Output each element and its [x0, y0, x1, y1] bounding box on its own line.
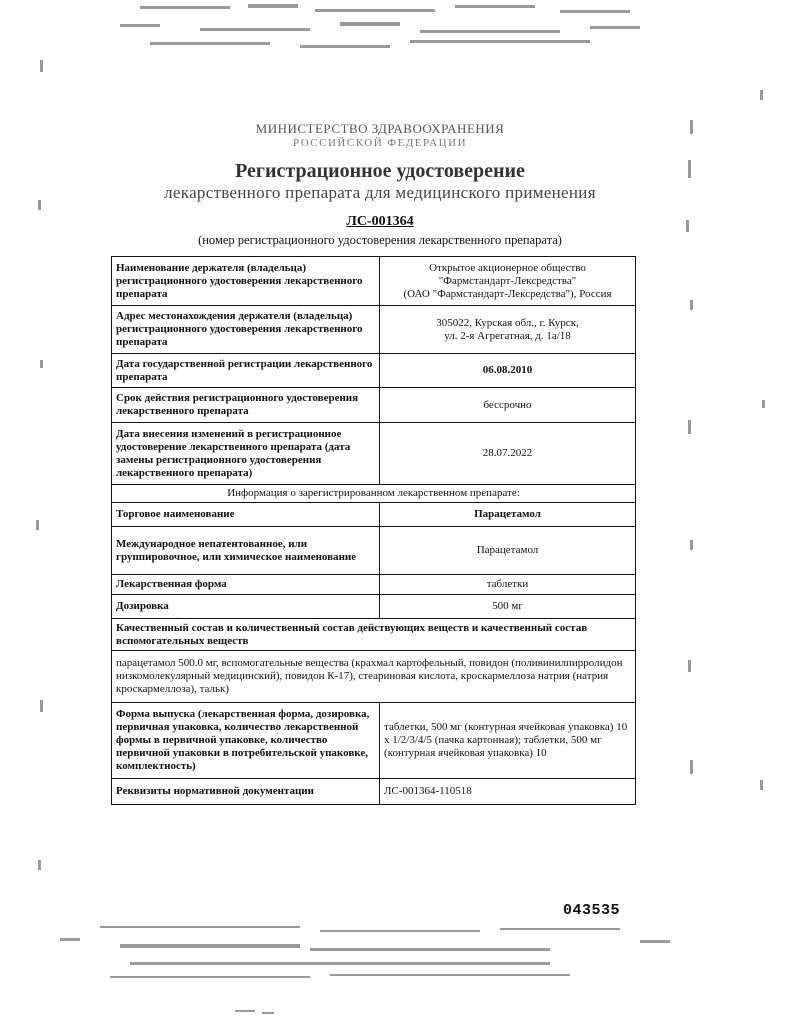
registration-number-note: (номер регистрационного удостоверения лекарственного препарата) — [198, 233, 562, 247]
holder-address-value — [380, 306, 636, 354]
registration-date-value: 06.08.2010 — [380, 354, 636, 388]
holder-address-line: 305022, Курская обл., г. Курск, — [436, 316, 579, 329]
inn-label: Международное непатентованное, или группировочное, или химическое наименование — [112, 527, 380, 575]
ministry-line-1: МИНИСТЕРСТВО ЗДРАВООХРАНЕНИЯ — [255, 121, 505, 136]
holder-name-line: Открытое акционерное общество — [429, 261, 586, 274]
normative-doc-label: Реквизиты нормативной документации — [112, 779, 380, 805]
validity-label: Срок действия регистрационного удостоверения лекарственного препарата — [112, 388, 380, 423]
table-row — [112, 619, 636, 651]
release-form-value: таблетки, 500 мг (контурная ячейковая упаковка) 10 x 1/2/3/4/5 (пачка картонная); таблетки, 500 мг (контурная ячейковая упаковка) 10 — [380, 703, 636, 779]
composition-value: парацетамол 500.0 мг, вспомогательные вещества (крахмал картофельный, повидон (поливинилпирролидон низкомолекулярный медицинский), повидон К-17), стеариновая кислота, кроскармеллоза натрия (натрия кроскармеллоза), тальк) — [112, 651, 636, 703]
trade-name-value: Парацетамол — [380, 503, 636, 527]
normative-doc-value: ЛС-001364-110518 — [380, 779, 636, 805]
registration-number: ЛС-001364 — [346, 214, 414, 229]
inn-value: Парацетамол — [380, 527, 636, 575]
validity-value: бессрочно — [380, 388, 636, 423]
table-row — [112, 423, 636, 485]
holder-name-label: Наименование держателя (владельца) регистрационного удостоверения лекарственного препарата — [112, 257, 380, 306]
holder-name-line: "Фармстандарт-Лексредства" — [438, 274, 577, 287]
composition-label: Качественный состав и количественный состав действующих веществ и качественный состав вспомогательных веществ — [112, 619, 636, 651]
dosage-label: Дозировка — [112, 595, 380, 619]
table-row — [112, 575, 636, 595]
changes-date-value: 28.07.2022 — [380, 423, 636, 485]
table-row — [112, 527, 636, 575]
certificate-subtitle: лекарственного препарата для медицинского применения — [164, 183, 596, 202]
table-row — [112, 306, 636, 354]
certificate-table — [111, 256, 636, 805]
holder-name-line: (ОАО "Фармстандарт-Лексредства"), Россия — [403, 287, 612, 300]
table-row — [112, 595, 636, 619]
certificate-title: Регистрационное удостоверение — [235, 160, 525, 182]
table-row — [112, 257, 636, 306]
table-row — [112, 651, 636, 703]
holder-address-label: Адрес местонахождения держателя (владельца) регистрационного удостоверения лекарственного препарата — [112, 306, 380, 354]
changes-date-label: Дата внесения изменений в регистрационное удостоверение лекарственного препарата (дата замены регистрационного удостоверения лекарственного препарата) — [112, 423, 380, 485]
table-row — [112, 703, 636, 779]
dosage-form-label: Лекарственная форма — [112, 575, 380, 595]
release-form-label: Форма выпуска (лекарственная форма, дозировка, первичная упаковка, количество лекарственной формы в первичной упаковке, количество первичной упаковки в потребительской упаковке, комплектность) — [112, 703, 380, 779]
trade-name-label: Торговое наименование — [112, 503, 380, 527]
drug-info-heading: Информация о зарегистрированном лекарственном препарате: — [112, 485, 636, 503]
table-row — [112, 503, 636, 527]
form-serial-number: 043535 — [563, 902, 621, 919]
table-row — [112, 388, 636, 423]
ministry-line-2: РОССИЙСКОЙ ФЕДЕРАЦИИ — [292, 137, 468, 149]
registration-date-label: Дата государственной регистрации лекарственного препарата — [112, 354, 380, 388]
table-row — [112, 354, 636, 388]
holder-name-value — [380, 257, 636, 306]
dosage-value: 500 мг — [380, 595, 636, 619]
dosage-form-value: таблетки — [380, 575, 636, 595]
table-row — [112, 779, 636, 805]
holder-address-line: ул. 2-я Агрегатная, д. 1а/18 — [444, 329, 571, 342]
table-row — [112, 485, 636, 503]
